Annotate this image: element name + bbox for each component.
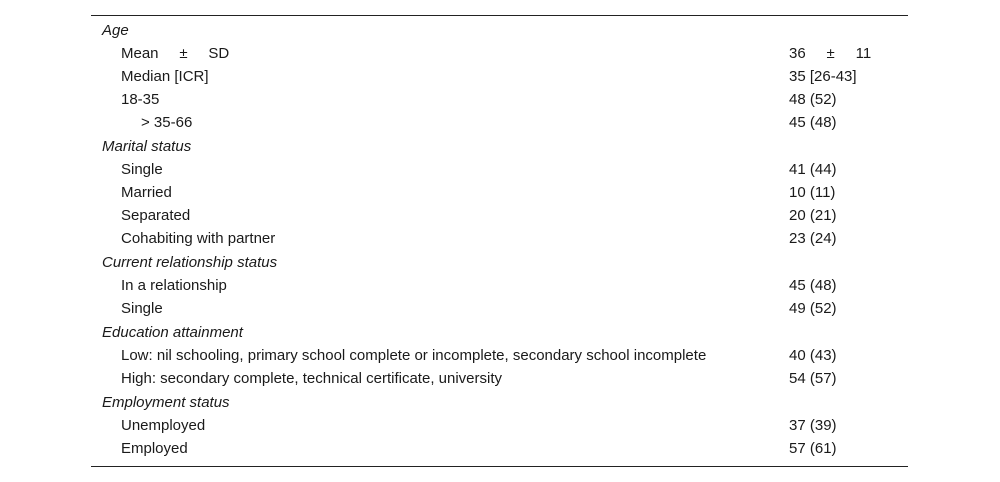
row-value: 23 (24) (789, 230, 837, 247)
table-row (91, 344, 908, 367)
row-label: Separated (121, 207, 191, 224)
row-value: 45 (48) (789, 277, 837, 294)
section-header-education: Education attainment (102, 324, 243, 341)
row-label: Single (121, 161, 163, 178)
row-label: Median [ICR] (121, 68, 209, 85)
section-header-employment: Employment status (102, 394, 230, 411)
row-value: 40 (43) (789, 347, 837, 364)
table-row (91, 181, 908, 204)
row-label: Single (121, 300, 163, 317)
table-row (91, 367, 908, 390)
row-value: 41 (44) (789, 161, 837, 178)
table-row (91, 111, 908, 134)
row-value: 54 (57) (789, 370, 837, 387)
row-value: 57 (61) (789, 440, 837, 457)
table-row (91, 204, 908, 227)
row-value: 10 (11) (789, 184, 836, 201)
demographics-table (91, 15, 908, 467)
row-value: 35 [26-43] (789, 68, 857, 85)
row-label: 18-35 (121, 91, 160, 108)
table-row (91, 274, 908, 297)
row-label: Married (121, 184, 172, 201)
row-label: In a relationship (121, 277, 227, 294)
table-row (91, 437, 908, 460)
row-value: 36 ± 11 (789, 45, 872, 62)
table-row (91, 158, 908, 181)
section-header-age: Age (102, 22, 129, 39)
row-value: 37 (39) (789, 417, 837, 434)
row-value: 20 (21) (789, 207, 837, 224)
row-value: 49 (52) (789, 300, 837, 317)
row-label: > 35-66 (141, 114, 193, 131)
row-value: 48 (52) (789, 91, 837, 108)
table-row (91, 414, 908, 437)
row-label: Cohabiting with partner (121, 230, 276, 247)
table-row (91, 42, 908, 65)
table-row (91, 227, 908, 250)
row-value: 45 (48) (789, 114, 837, 131)
table-row (91, 65, 908, 88)
section-header-relationship-status: Current relationship status (102, 254, 278, 271)
row-label: Employed (121, 440, 188, 457)
row-label: Low: nil schooling, primary school complete or incomplete, secondary school incomplete (121, 347, 707, 364)
row-label: High: secondary complete, technical certificate, university (121, 370, 503, 387)
row-label: Mean ± SD (121, 45, 230, 62)
section-header-marital-status: Marital status (102, 138, 192, 155)
row-label: Unemployed (121, 417, 206, 434)
table-row (91, 88, 908, 111)
table-row (91, 297, 908, 320)
